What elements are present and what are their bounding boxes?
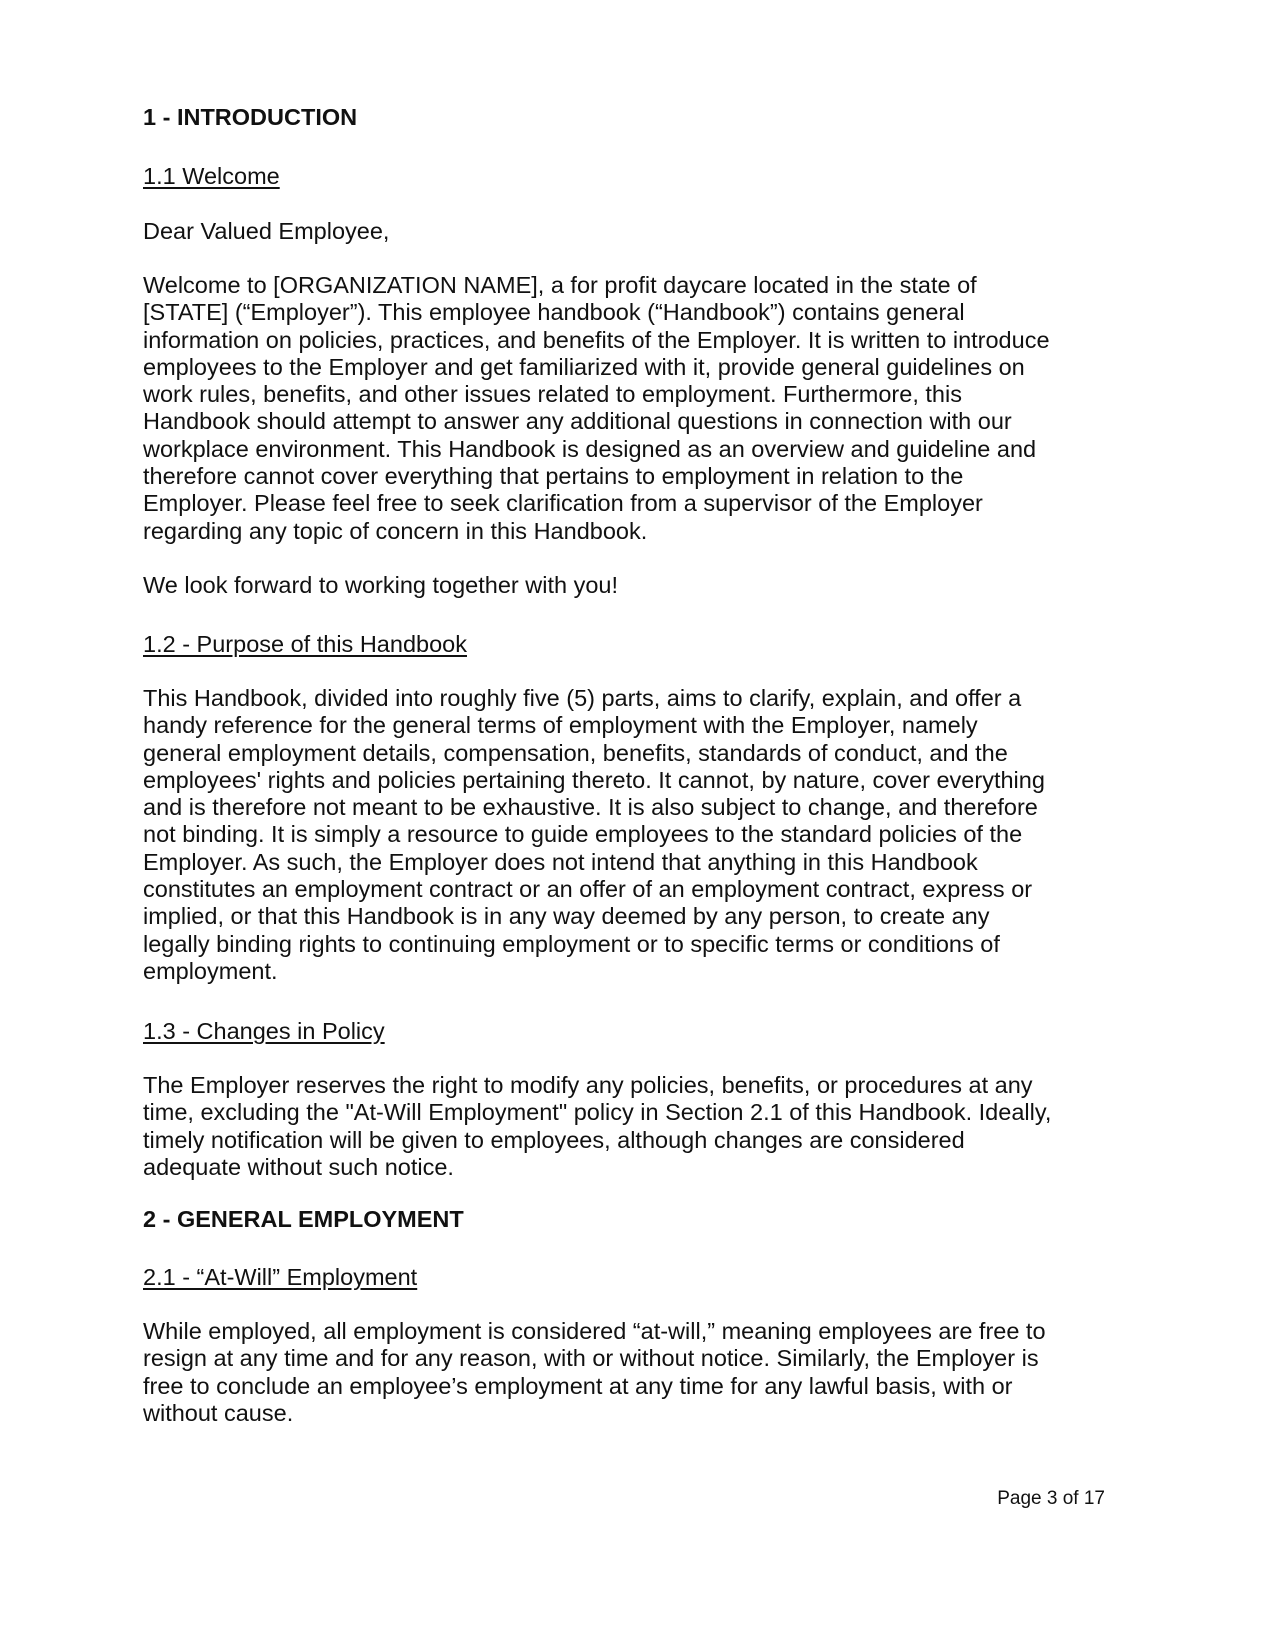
paragraph [143, 272, 1050, 545]
page-number: Page 3 of 17 [997, 1488, 1105, 1509]
subsection-heading [143, 631, 467, 658]
text-line: employment. [143, 957, 278, 984]
text-line: employees to the Employer and get familiarized with it, provide general guidelines on [143, 353, 1025, 380]
text-line: and is therefore not meant to be exhaustive. It is also subject to change, and therefore [143, 794, 1038, 821]
text-line: 1.2 - Purpose of this Handbook [143, 631, 467, 657]
text-line: 1.3 - Changes in Policy [143, 1018, 385, 1044]
text-line: adequate without such notice. [143, 1153, 454, 1180]
text-line: Employer. Please feel free to seek clarification from a supervisor of the Employer [143, 490, 983, 517]
text-line: Handbook should attempt to answer any additional questions in connection with our [143, 408, 1012, 435]
text-line: constitutes an employment contract or an offer of an employment contract, express or [143, 876, 1033, 903]
subsection-heading [143, 163, 280, 190]
text-line: handy reference for the general terms of employment with the Employer, namely [143, 712, 978, 739]
section-heading [143, 1206, 464, 1233]
text-line: Dear Valued Employee, [143, 218, 390, 244]
text-line: information on policies, practices, and benefits of the Employer. It is written to introduce [143, 326, 1050, 353]
paragraph [143, 218, 389, 245]
text-line: time, excluding the "At-Will Employment" policy in Section 2.1 of this Handbook. Ideally, [143, 1099, 1052, 1126]
text-line: We look forward to working together with you! [143, 572, 619, 598]
text-line: legally binding rights to continuing employment or to specific terms or conditions of [143, 930, 1000, 957]
text-line: workplace environment. This Handbook is designed as an overview and guideline and [143, 435, 1037, 462]
text-line: employees' rights and policies pertaining thereto. It cannot, by nature, cover everything [143, 766, 1045, 793]
text-line: While employed, all employment is considered “at-will,” meaning employees are free to [143, 1318, 1046, 1344]
text-line: not binding. It is simply a resource to guide employees to the standard policies of the [143, 821, 1023, 848]
text-line: Welcome to [ORGANIZATION NAME], a for profit daycare located in the state of [143, 272, 977, 298]
text-line: [STATE] (“Employer”). This employee handbook (“Handbook”) contains general [143, 299, 965, 326]
section-heading [143, 104, 357, 131]
text-line: This Handbook, divided into roughly five (5) parts, aims to clarify, explain, and offer a [143, 685, 1022, 711]
text-line: timely notification will be given to employees, although changes are considered [143, 1126, 965, 1153]
text-line: 2.1 - “At-Will” Employment [143, 1264, 418, 1290]
subsection-heading [143, 1018, 385, 1045]
text-line: free to conclude an employee’s employment at any time for any lawful basis, with or [143, 1372, 1013, 1399]
subsection-heading [143, 1264, 417, 1291]
text-line: The Employer reserves the right to modify any policies, benefits, or procedures at any [143, 1072, 1033, 1098]
text-line: 1.1 Welcome [143, 163, 280, 189]
text-line: implied, or that this Handbook is in any way deemed by any person, to create any [143, 903, 990, 930]
paragraph [143, 1318, 1046, 1427]
paragraph [143, 1072, 1051, 1181]
text-line: 1 - INTRODUCTION [143, 104, 358, 130]
text-line: therefore cannot cover everything that pertains to employment in relation to the [143, 463, 964, 490]
text-line: work rules, benefits, and other issues related to employment. Furthermore, this [143, 381, 962, 408]
text-line: without cause. [143, 1399, 294, 1426]
text-line: Employer. As such, the Employer does not intend that anything in this Handbook [143, 848, 978, 875]
text-line: general employment details, compensation, benefits, standards of conduct, and the [143, 739, 1008, 766]
paragraph [143, 685, 1045, 985]
paragraph [143, 572, 618, 599]
text-line: regarding any topic of concern in this Handbook. [143, 517, 648, 544]
text-line: 2 - GENERAL EMPLOYMENT [143, 1206, 464, 1232]
text-line: resign at any time and for any reason, with or without notice. Similarly, the Employer is [143, 1345, 1039, 1372]
